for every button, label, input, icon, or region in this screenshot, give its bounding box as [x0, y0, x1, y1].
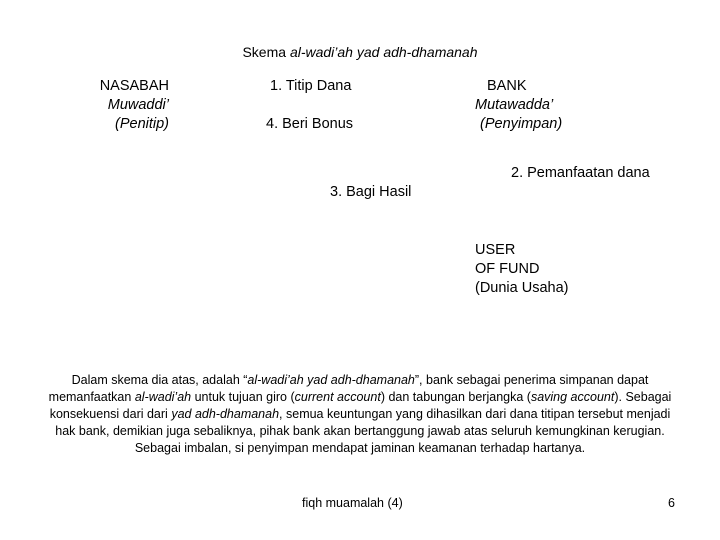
bank-block — [475, 77, 562, 134]
bank-name: BANK — [487, 78, 527, 94]
slide-title — [0, 44, 720, 60]
bank-role: Mutawadda’ — [475, 97, 554, 113]
nasabah-role: Muwaddi’ — [107, 97, 169, 113]
explanation-paragraph — [40, 372, 680, 457]
footer-title: fiqh muamalah (4) — [302, 496, 403, 510]
nasabah-desc: (Penitip) — [115, 116, 169, 132]
para-text-4: ) dan tabungan berjangka ( — [380, 390, 531, 404]
title-prefix: Skema — [242, 44, 290, 60]
user-of-fund-line1: USER — [475, 242, 516, 258]
flow-titip-dana: 1. Titip Dana — [270, 78, 352, 94]
para-italic-3: current account — [294, 390, 381, 404]
title-italic: al-wadi’ah yad adh-dhamanah — [289, 44, 478, 60]
para-italic-2: al-wadi’ah — [134, 390, 192, 404]
para-text-2: ”, bank sebagai penerima simpanan dapat memanfaatkan — [48, 373, 649, 404]
user-of-fund-block — [475, 241, 569, 298]
flow-pemanfaatan-dana: 2. Pemanfaatan dana — [511, 165, 650, 181]
flow-bagi-hasil: 3. Bagi Hasil — [330, 184, 412, 200]
flow-beri-bonus: 4. Beri Bonus — [266, 116, 354, 132]
para-italic-4: saving account — [530, 390, 615, 404]
user-of-fund-line3: (Dunia Usaha) — [475, 280, 569, 296]
para-text-1: Dalam skema dia atas, adalah “ — [71, 373, 248, 387]
nasabah-block — [100, 77, 169, 134]
para-text-6: , semua keuntungan yang dihasilkan dari dana titipan tersebut menjadi hak bank, demikian juga sebaliknya, pihak bank akan bertanggung jawab atas seluruh kemungkinan kerugian. Sebagai imbalan, si penyimpan mendapat jaminan keamanan terhadap hartanya. — [55, 407, 671, 455]
para-italic-1: al-wadi’ah yad adh-dhamanah — [247, 373, 415, 387]
page-number: 6 — [668, 496, 675, 510]
para-italic-5: yad adh-dhamanah — [171, 407, 280, 421]
bank-desc: (Penyimpan) — [480, 116, 563, 132]
para-text-3: untuk tujuan giro ( — [191, 390, 295, 404]
user-of-fund-line2: OF FUND — [475, 261, 540, 277]
para-text-5: ). Sebagai konsekuensi dari dari — [49, 390, 672, 421]
nasabah-name: NASABAH — [99, 78, 169, 94]
